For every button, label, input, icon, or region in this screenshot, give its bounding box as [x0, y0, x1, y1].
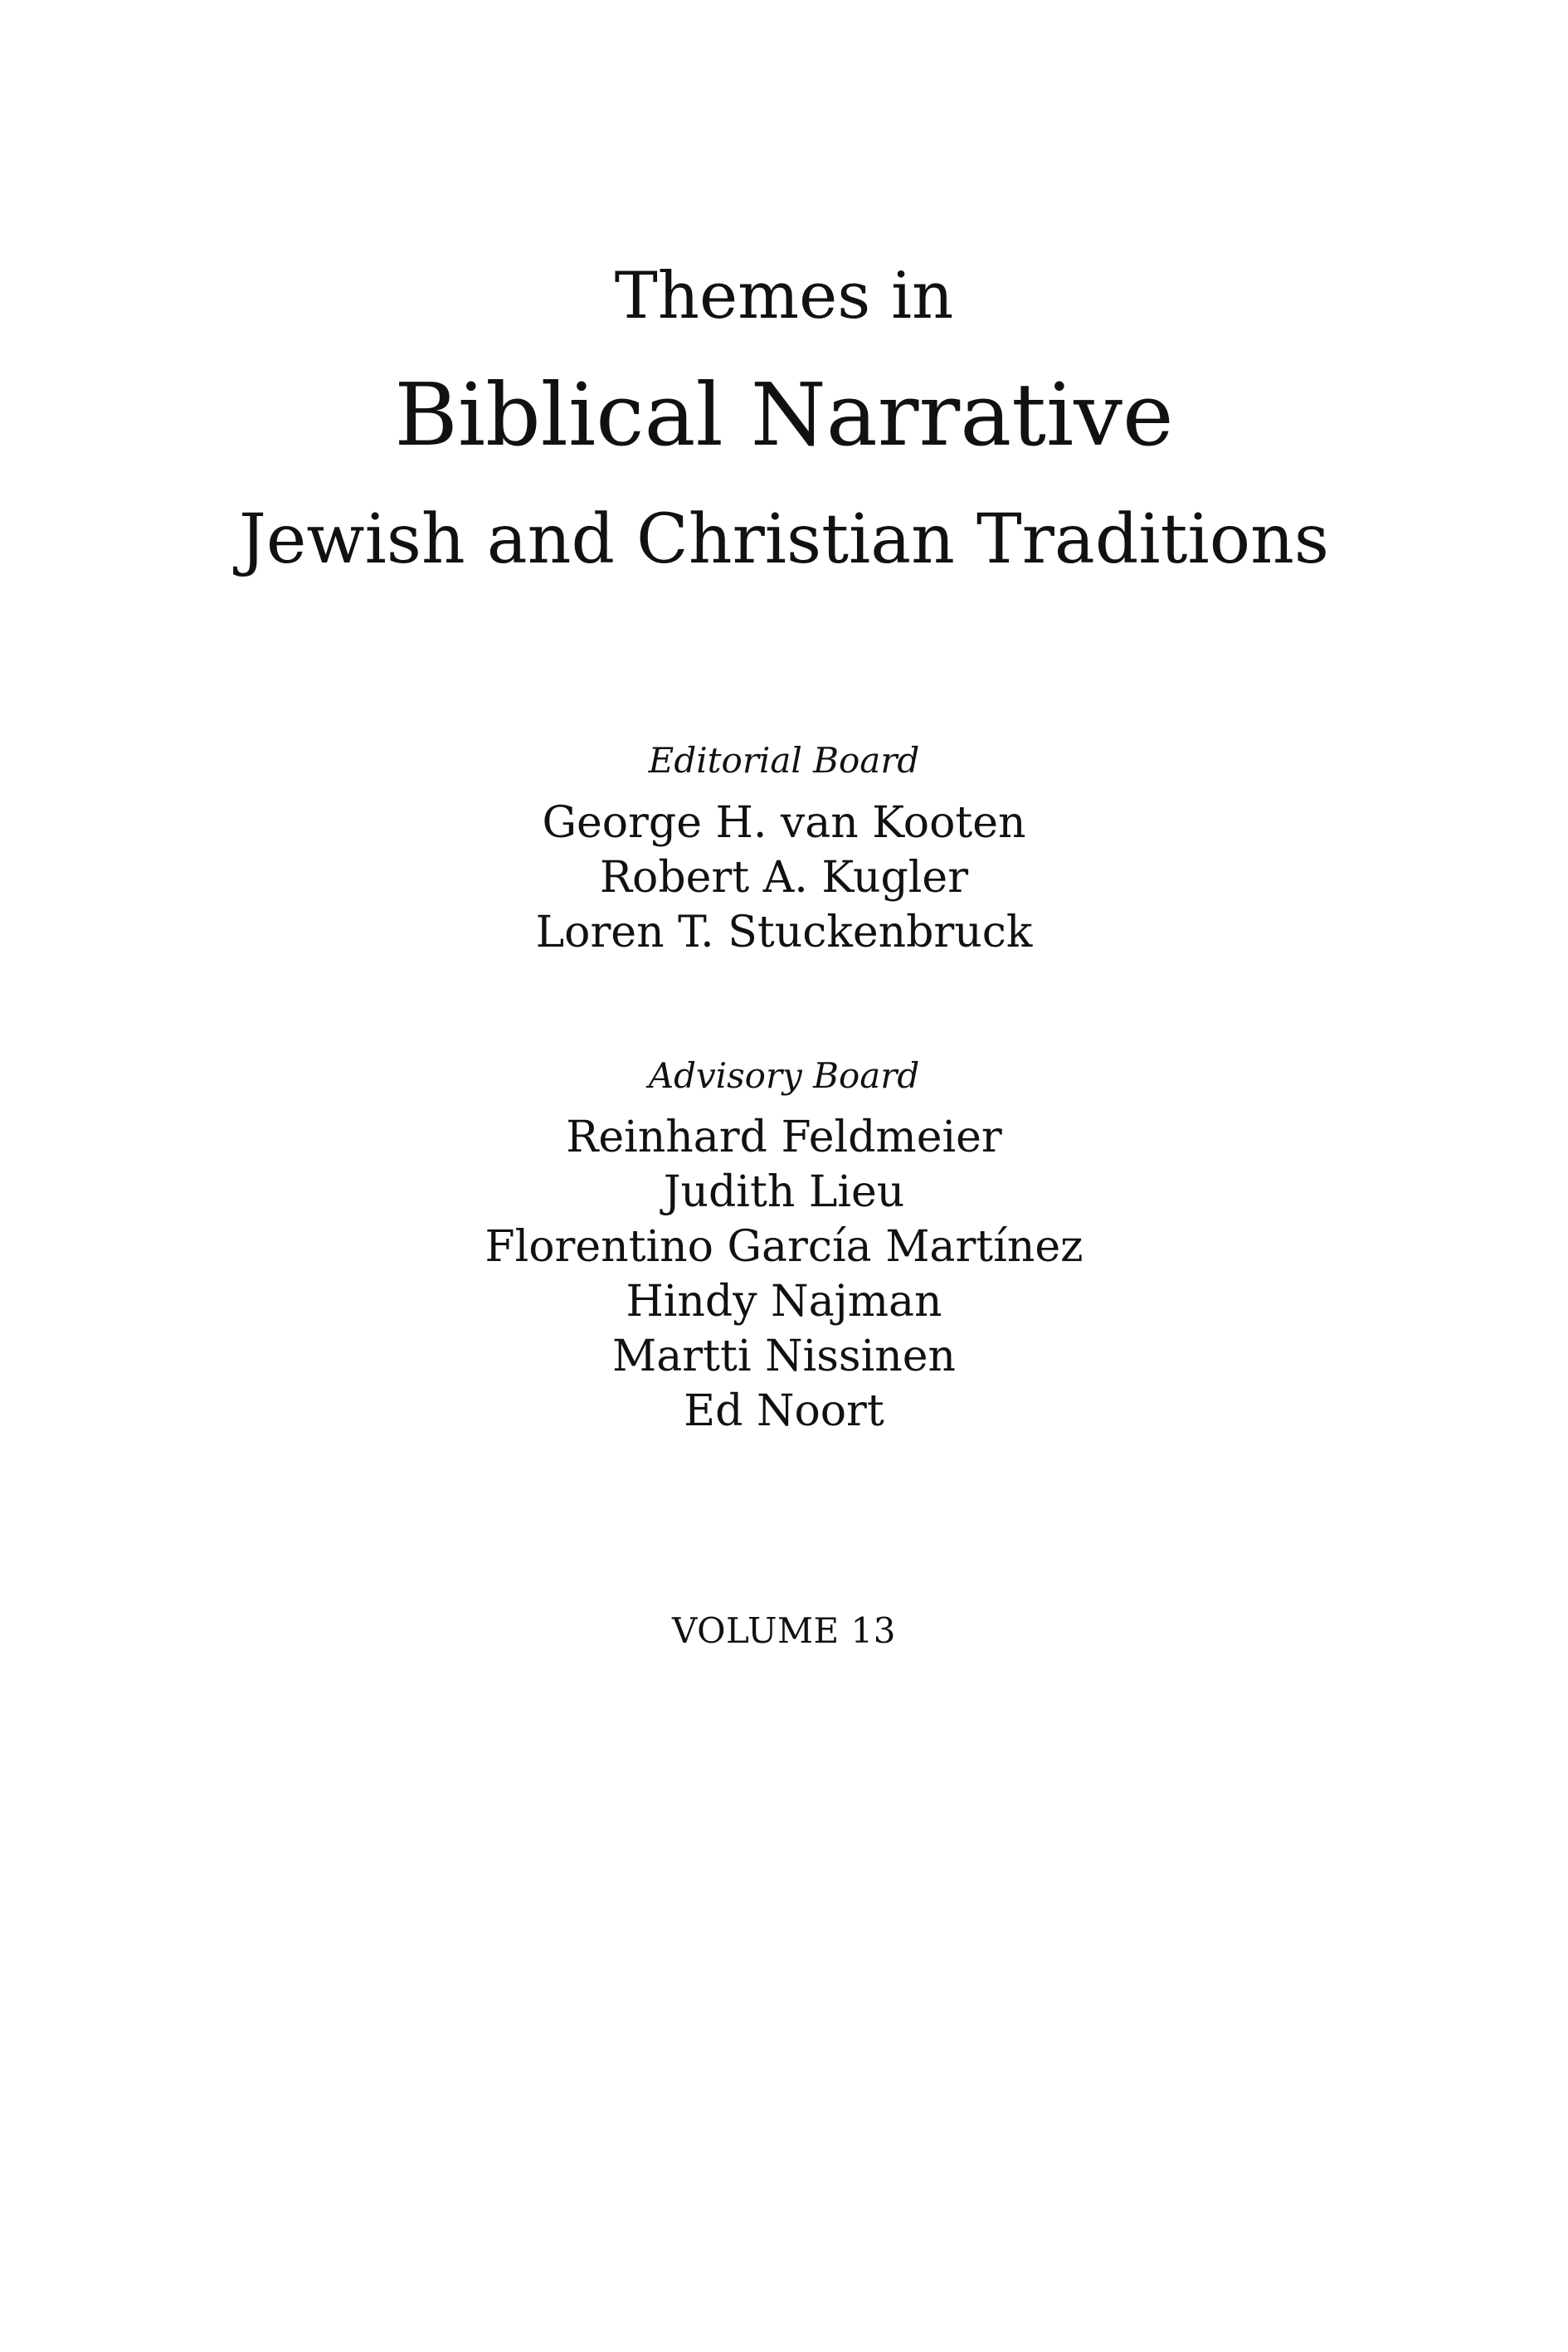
advisory-board-member: Hindy Najman [626, 1277, 942, 1327]
advisory-board-member: Florentino García Martínez [485, 1222, 1083, 1272]
advisory-board-member: Martti Nissinen [612, 1332, 956, 1381]
advisory-board-member: Ed Noort [684, 1386, 884, 1436]
editorial-board-member: Robert A. Kugler [599, 853, 969, 903]
editorial-board-heading: Editorial Board [648, 740, 920, 781]
volume-number: VOLUME 13 [672, 1610, 896, 1651]
editorial-board-member: George H. van Kooten [542, 798, 1026, 848]
advisory-board-heading: Advisory Board [648, 1055, 920, 1096]
series-title-line-2: Biblical Narrative [394, 364, 1174, 465]
series-title-line-3: Jewish and Christian Traditions [239, 500, 1329, 579]
advisory-board-member: Judith Lieu [663, 1167, 905, 1217]
advisory-board-member: Reinhard Feldmeier [566, 1113, 1002, 1162]
editorial-board-member: Loren T. Stuckenbruck [535, 908, 1033, 957]
series-title-line-1: Themes in [614, 259, 954, 334]
